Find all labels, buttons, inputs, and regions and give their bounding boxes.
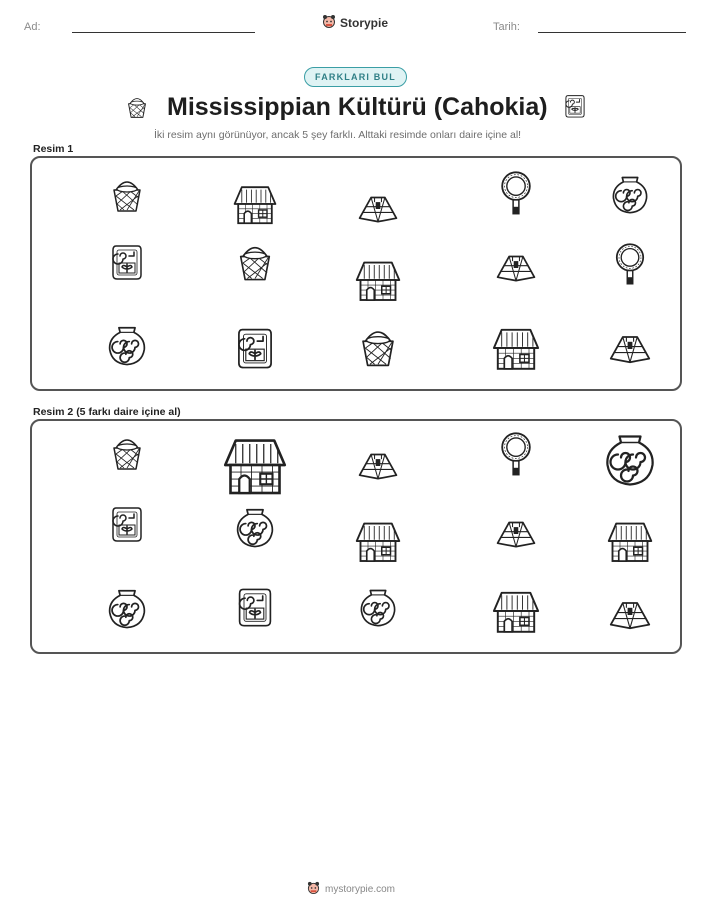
picture-2-pyramid-icon[interactable]: [606, 591, 654, 639]
activity-badge: FARKLARI BUL: [304, 67, 407, 87]
footer: [307, 881, 395, 897]
page-title: Mississippian Kültürü (Cahokia): [167, 93, 548, 121]
picture-1-pyramid-icon: [606, 325, 654, 373]
picture-2-basket-icon[interactable]: [107, 433, 147, 473]
footer-url: mystorypie.com: [325, 883, 396, 895]
section-title-picture-2: Resim 2 (5 farkı daire içine al): [33, 406, 181, 418]
instructions: İki resim aynı görünüyor, ancak 5 şey farklı. Alttaki resimde onları daire içine al!: [154, 129, 522, 141]
picture-1-panel: [30, 156, 682, 391]
picture-2-pot-icon[interactable]: [104, 585, 150, 631]
picture-2-pot-icon[interactable]: [356, 585, 400, 629]
title-tablet-icon: [562, 93, 588, 124]
picture-1-hut-icon: [353, 255, 403, 305]
picture-1-pot-icon: [608, 172, 652, 216]
picture-2-hut-icon[interactable]: [605, 516, 655, 566]
picture-2-pyramid-icon[interactable]: [493, 511, 539, 557]
picture-1-pyramid-icon: [493, 245, 539, 291]
picture-1-pyramid-icon: [355, 186, 401, 232]
name-line[interactable]: [72, 32, 255, 33]
picture-2-mirror-icon[interactable]: [493, 431, 539, 477]
picture-2-tablet-icon[interactable]: [107, 504, 147, 544]
picture-1-pot-icon: [104, 322, 150, 368]
picture-1-basket-icon: [233, 240, 277, 284]
date-line[interactable]: [538, 32, 686, 33]
storypie-mascot-icon: [322, 14, 336, 31]
picture-2-pot-icon[interactable]: [600, 429, 660, 489]
picture-2-tablet-icon[interactable]: [233, 585, 277, 629]
picture-2-hut-icon[interactable]: [490, 585, 542, 637]
date-label: Tarih:: [493, 21, 520, 33]
picture-2-pyramid-icon[interactable]: [355, 443, 401, 489]
name-label: Ad:: [24, 21, 41, 33]
picture-2-panel[interactable]: [30, 419, 682, 654]
picture-2-hut-icon[interactable]: [353, 516, 403, 566]
picture-2-hut-icon[interactable]: [220, 430, 290, 500]
picture-2-pot-icon[interactable]: [232, 504, 278, 550]
storypie-mascot-icon: [307, 881, 320, 897]
brand-logo: [322, 14, 388, 31]
picture-1-basket-icon: [107, 175, 147, 215]
brand-name: Storypie: [340, 15, 389, 30]
picture-1-mirror-icon: [608, 242, 652, 286]
picture-1-tablet-icon: [232, 325, 278, 371]
picture-1-hut-icon: [231, 180, 279, 228]
title-basket-icon: [124, 94, 150, 125]
picture-1-hut-icon: [490, 322, 542, 374]
picture-1-tablet-icon: [107, 242, 147, 282]
picture-1-basket-icon: [355, 324, 401, 370]
section-title-picture-1: Resim 1: [33, 143, 74, 155]
picture-1-mirror-icon: [493, 170, 539, 216]
